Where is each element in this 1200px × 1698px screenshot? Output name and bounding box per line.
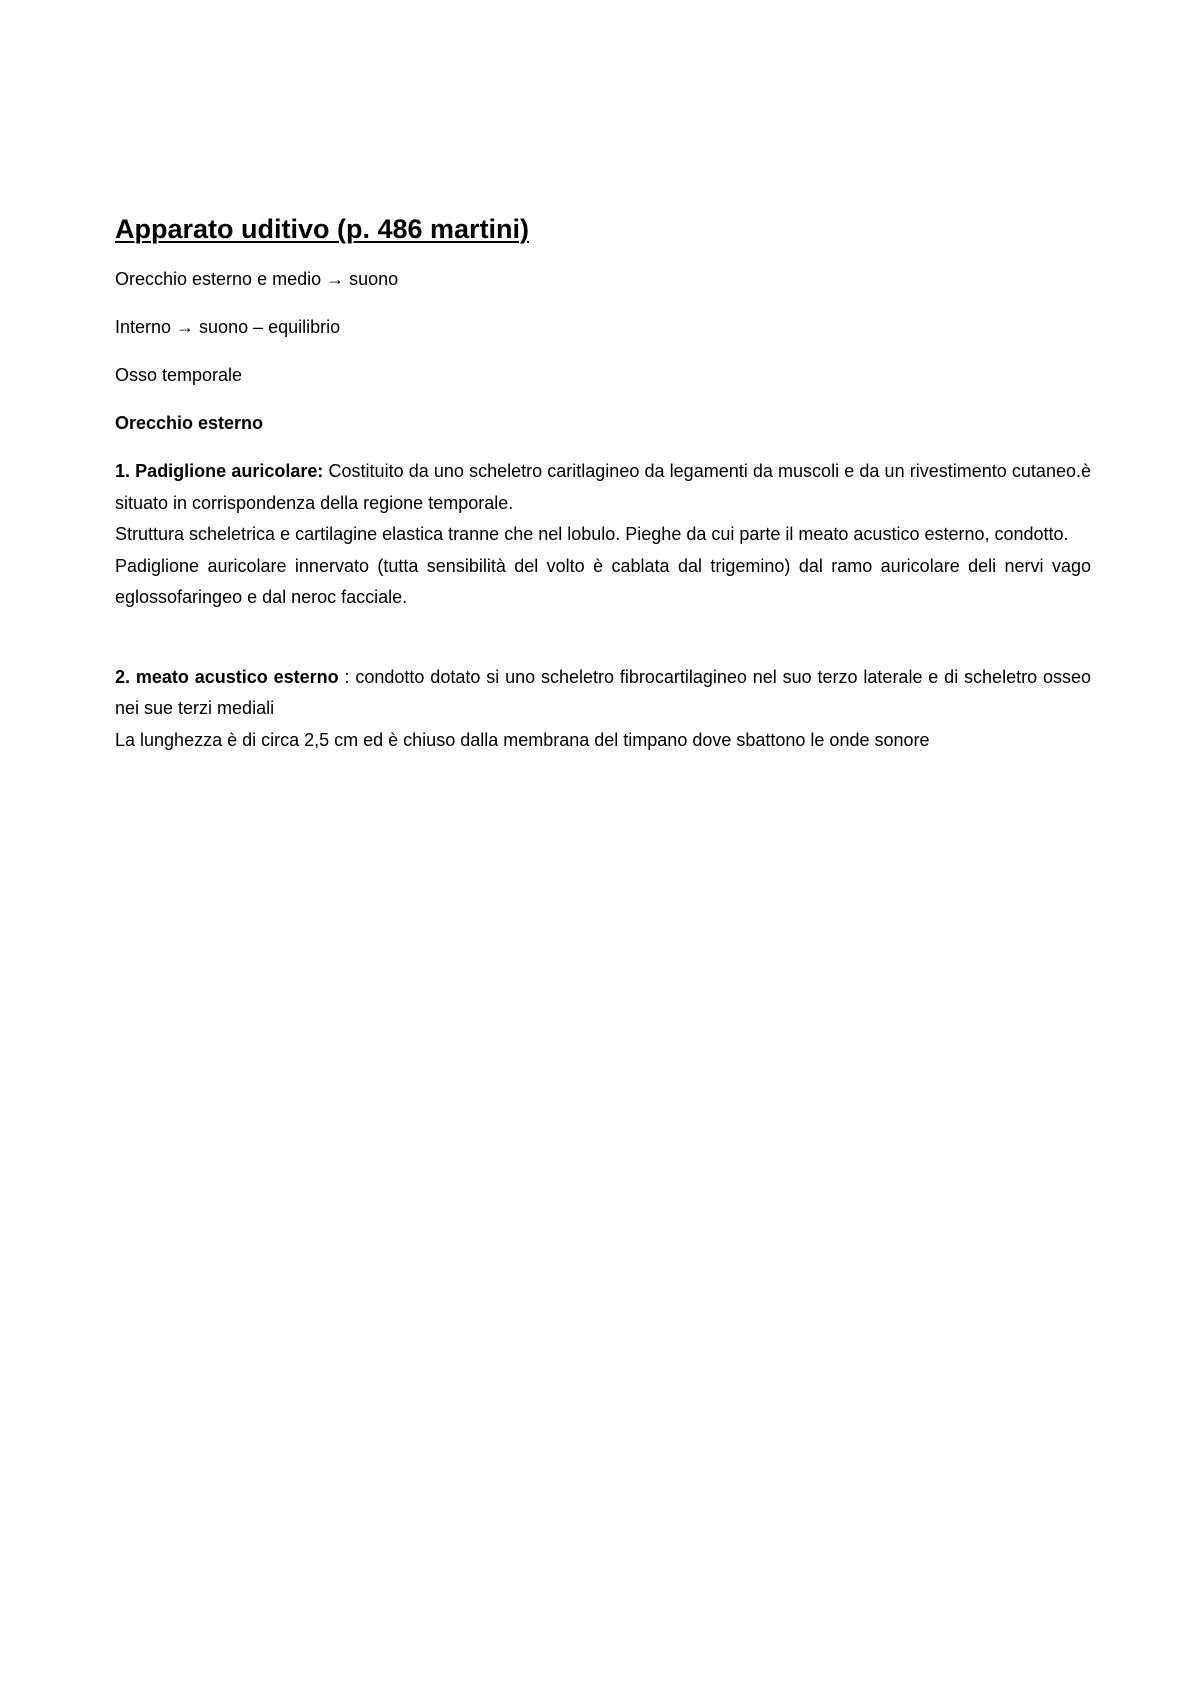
text-line: Orecchio esterno e medio → suono xyxy=(115,269,399,289)
list-item-paragraph xyxy=(115,662,1091,725)
paragraph: Padiglione auricolare innervato (tutta sensibilità del volto è cablata dal trigemino) dal ramo auricolare deli nervi vago eglossofaringeo e dal neroc facciale. xyxy=(115,555,1091,607)
list-item xyxy=(115,456,1091,614)
spacer xyxy=(115,631,1091,662)
list-item-term: meato acustico esterno xyxy=(135,666,339,687)
list-item-paragraph xyxy=(115,456,1091,519)
list-item-number: 1. xyxy=(115,461,131,481)
list-item-number: 2. xyxy=(115,666,131,687)
paragraph: La lunghezza è di circa 2,5 cm ed è chiuso dalla membrana del timpano dove sbattono le onde sonore xyxy=(115,729,930,750)
paragraph: Struttura scheletrica e cartilagine elastica tranne che nel lobulo. Pieghe da cui parte il meato acustico esterno, condotto. xyxy=(115,524,1069,544)
list-item xyxy=(115,662,1091,757)
document-content xyxy=(115,212,1091,773)
text-line: Osso temporale xyxy=(115,365,243,385)
list-item-term: Padiglione auricolare: xyxy=(135,461,324,481)
section-heading: Orecchio esterno xyxy=(115,413,264,433)
text-line: Interno → suono – equilibrio xyxy=(115,317,341,337)
document-title: Apparato uditivo (p. 486 martini) xyxy=(115,214,530,244)
list-item-text: : condotto dotato si uno scheletro fibrocartilagineo nel suo terzo laterale e di scheletro osseo nei sue terzi mediali xyxy=(115,666,1091,718)
list-item-text: Costituito da uno scheletro caritlagineo da legamenti da muscoli e da un rivestimento cutaneo.è situato in corrispondenza della regione temporale. xyxy=(115,461,1091,513)
